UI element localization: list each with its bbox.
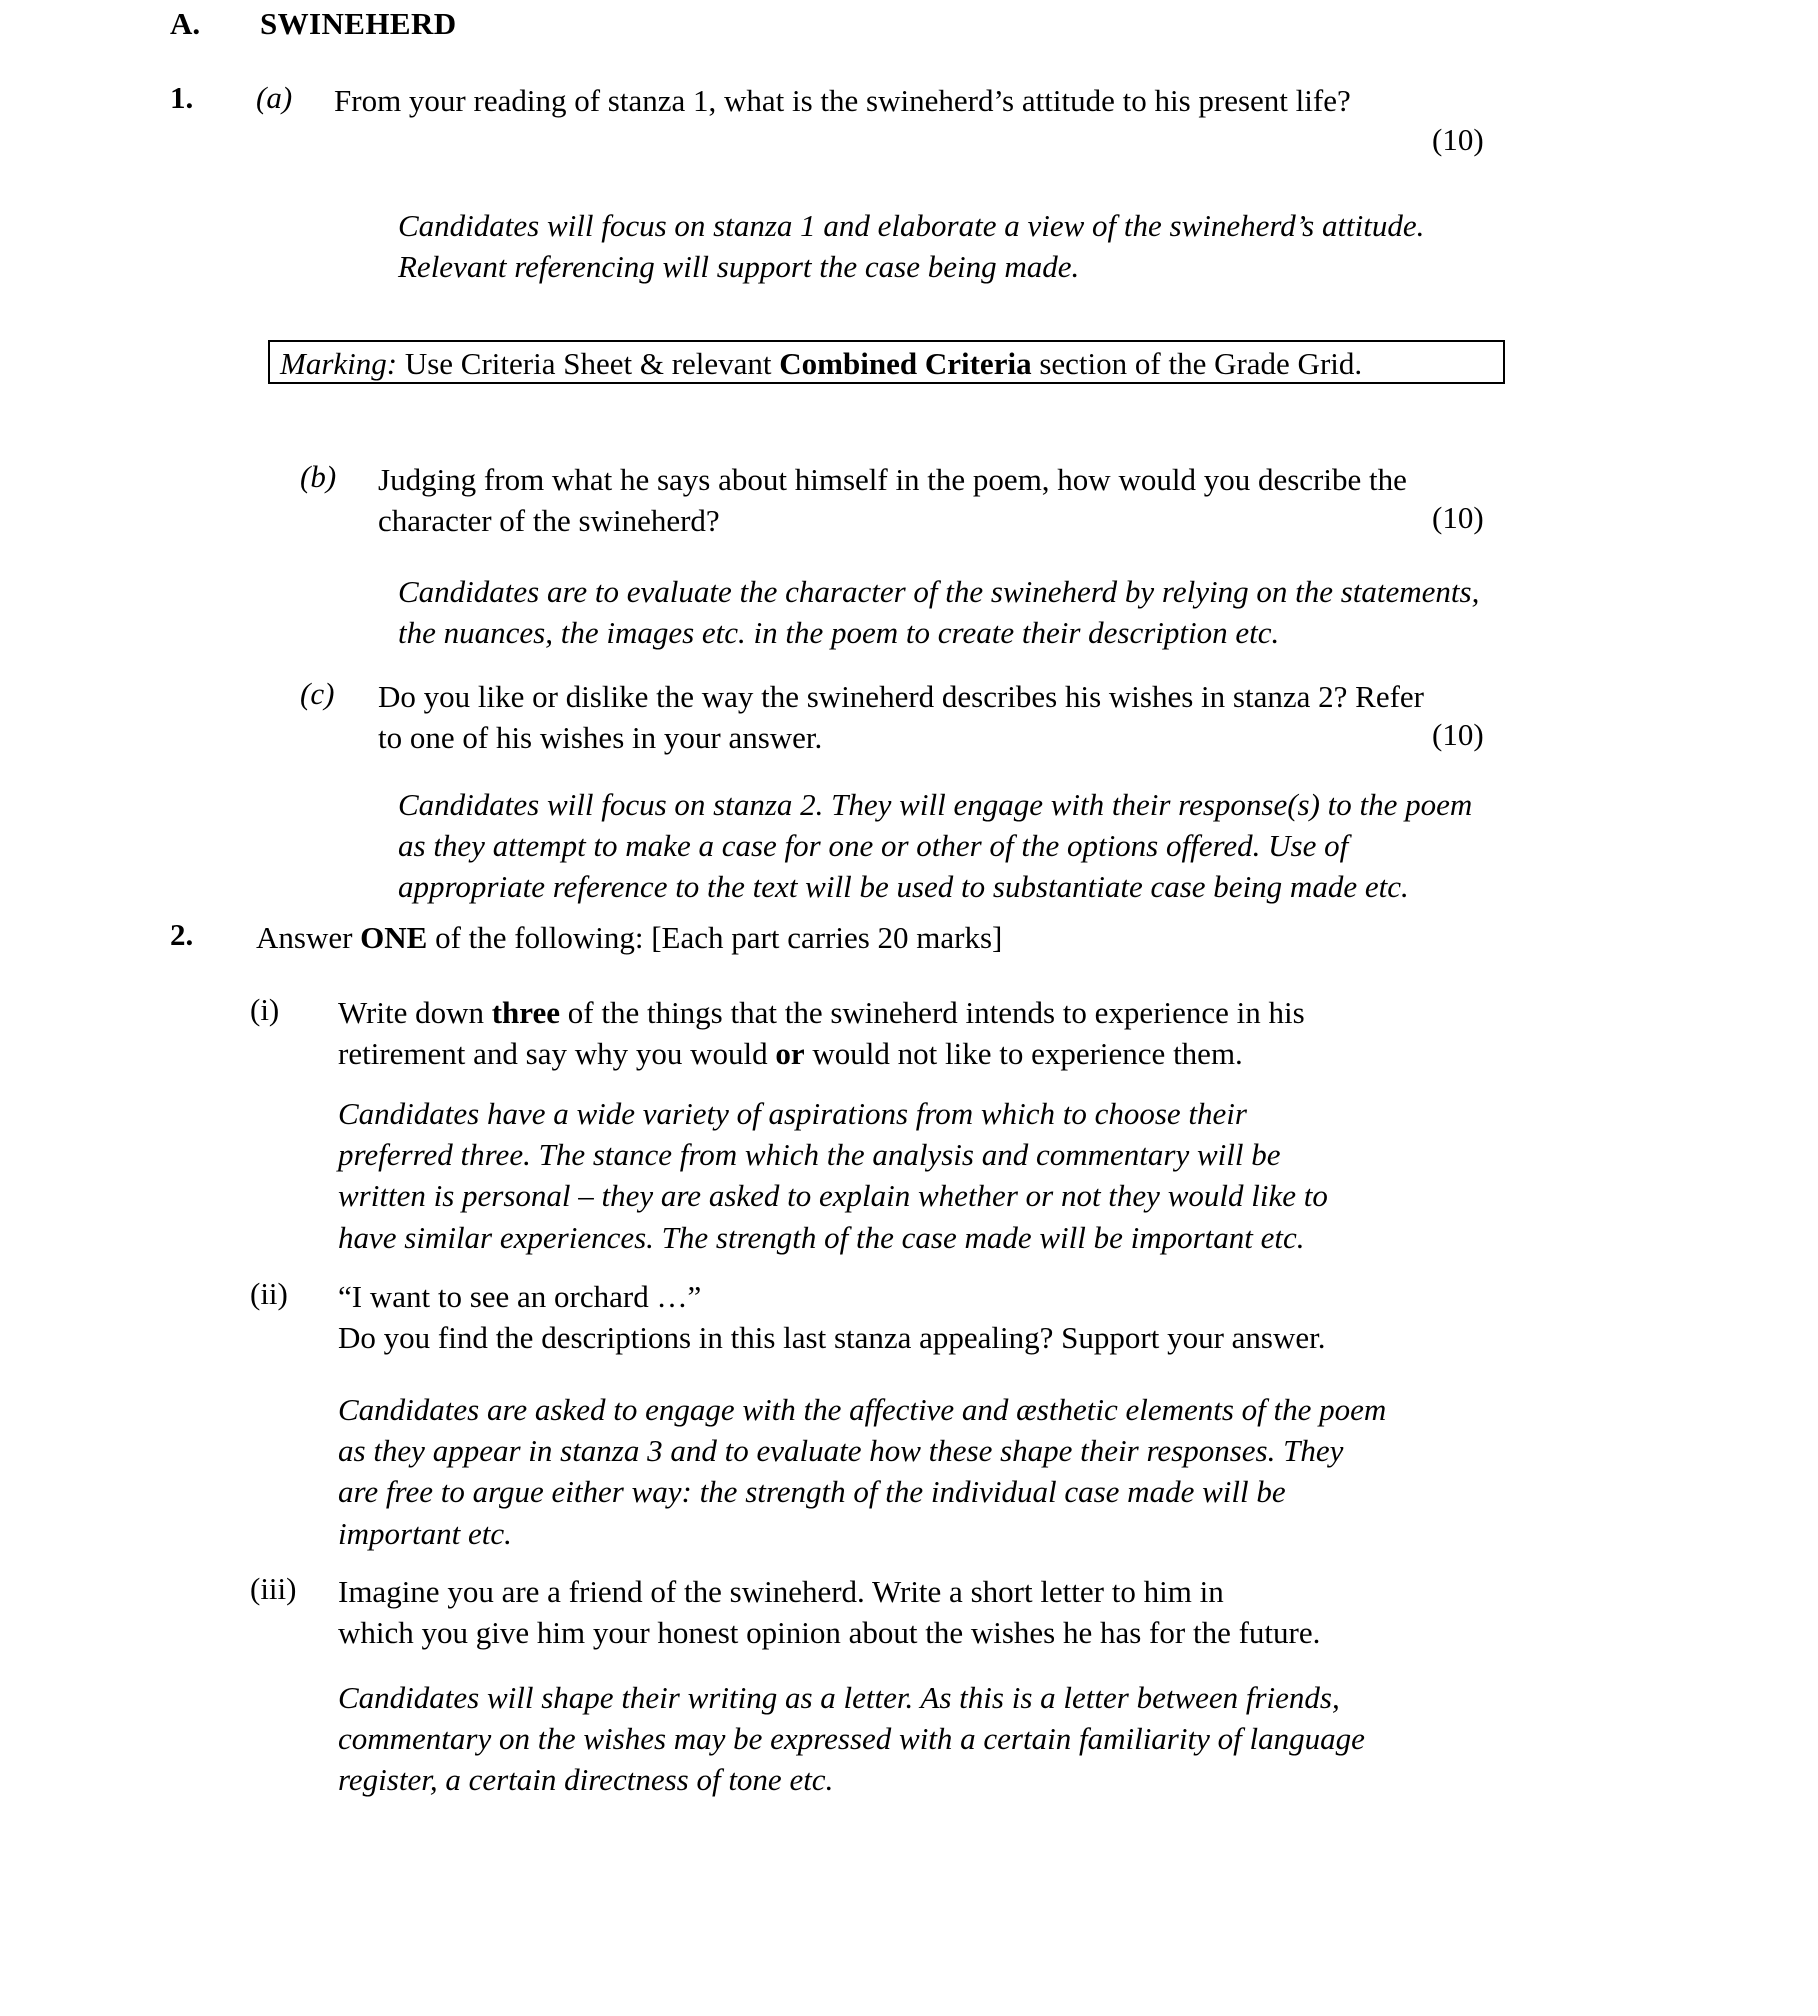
question-1c-row	[300, 676, 1450, 758]
question-2i-text-l1-before: Write down	[338, 995, 492, 1030]
question-2ii-label: (ii)	[250, 1276, 288, 1311]
question-1a-label: (a)	[256, 80, 293, 115]
marking-instruction-box	[268, 340, 1505, 384]
question-1b-label: (b)	[300, 459, 337, 494]
question-2iii-line1: Imagine you are a friend of the swineherd. Write a short letter to him in	[338, 1574, 1224, 1609]
question-1b-row	[300, 459, 1440, 541]
marking-bold-term: Combined Criteria	[779, 346, 1032, 381]
question-2ii-row	[250, 1276, 1450, 1358]
question-1-number: 1.	[170, 80, 194, 115]
question-2i-text-l2-before: retirement and say why you would	[338, 1036, 776, 1072]
question-2-number: 2.	[170, 917, 194, 952]
question-1c-marks: (10)	[1432, 717, 1484, 752]
question-2iii-commentary: Candidates will shape their writing as a letter. As this is a letter between friends, commentary on the wishes may be expressed with a certain familiarity of language register, a certain directness of tone etc.	[338, 1680, 1365, 1798]
question-2-instruction-bold: ONE	[360, 920, 428, 955]
question-1b-commentary: Candidates are to evaluate the character of the swineherd by relying on the statements, the nuances, the images etc. in the poem to create their description etc.	[398, 574, 1480, 651]
question-1a-row	[170, 80, 1440, 121]
question-2i-commentary: Candidates have a wide variety of aspirations from which to choose their preferred three. The stance from which the analysis and commentary will be written is personal – they are asked to explain whether or not they would like to have similar experiences. The strength of the case made will be important etc.	[338, 1096, 1328, 1255]
question-2i-text-l2-after: would not like to experience them.	[804, 1036, 1243, 1072]
question-2i-row	[250, 992, 1450, 1074]
question-1c-commentary: Candidates will focus on stanza 2. They will engage with their response(s) to the poem as they attempt to make a case for one or other of the options offered. Use of appropriate reference to the text will be used to substantiate case being made etc.	[398, 787, 1473, 905]
question-2i-text-l1-bold: three	[491, 995, 561, 1030]
marking-text-after: section of the Grade Grid.	[1031, 346, 1363, 381]
question-2-instruction	[256, 917, 1370, 958]
question-2-instruction-after: of the following: [Each part carries 20 marks]	[427, 920, 1003, 955]
question-1a-marks: (10)	[1432, 122, 1484, 157]
question-1a-text: From your reading of stanza 1, what is the swineherd’s attitude to his present life?	[334, 83, 1351, 118]
question-2i-text-l2-bold: or	[775, 1036, 805, 1072]
question-1c-label: (c)	[300, 676, 335, 711]
section-title: SWINEHERD	[260, 6, 457, 41]
question-2iii-text	[338, 1571, 1450, 1653]
question-1c-text: Do you like or dislike the way the swineherd describes his wishes in stanza 2? Refer to one of his wishes in your answer.	[378, 679, 1424, 756]
question-2i-text-l1-after: of the things that the swineherd intends to experience in his	[560, 995, 1305, 1030]
question-2-row	[170, 917, 1370, 958]
question-2ii-text	[338, 1276, 1450, 1358]
question-2i-label: (i)	[250, 992, 280, 1027]
question-2i-text	[338, 992, 1450, 1074]
question-2-instruction-before: Answer	[256, 920, 361, 955]
section-letter: A.	[170, 6, 201, 41]
marking-text-before: Use Criteria Sheet & relevant	[397, 346, 780, 381]
section-heading	[170, 6, 457, 42]
marking-label: Marking:	[280, 346, 398, 381]
question-2iii-line2: which you give him your honest opinion about the wishes he has for the future.	[338, 1615, 1321, 1651]
question-1b-marks: (10)	[1432, 500, 1484, 535]
question-2iii-label: (iii)	[250, 1571, 297, 1606]
question-2iii-row	[250, 1571, 1450, 1653]
question-1a-commentary: Candidates will focus on stanza 1 and elaborate a view of the swineherd’s attitude. Relevant referencing will support the case being made.	[398, 208, 1425, 285]
question-2ii-prompt: Do you find the descriptions in this last stanza appealing? Support your answer.	[338, 1320, 1326, 1356]
question-1b-text: Judging from what he says about himself in the poem, how would you describe the character of the swineherd?	[378, 462, 1407, 539]
question-2ii-commentary: Candidates are asked to engage with the affective and æsthetic elements of the poem as they appear in stanza 3 and to evaluate how these shape their responses. They are free to argue either way: the strength of the individual case made will be important etc.	[338, 1392, 1387, 1551]
question-2ii-quote: “I want to see an orchard …”	[338, 1279, 702, 1314]
